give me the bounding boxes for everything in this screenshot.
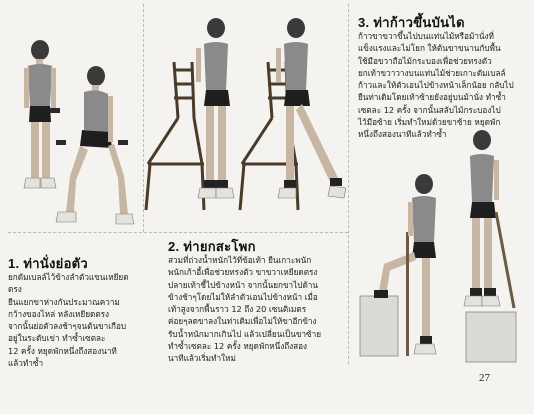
exercise-3-title: 3. ท่าก้าวขึ้นบันได bbox=[358, 15, 465, 30]
page-number: 27 bbox=[479, 372, 490, 384]
exercise-2-title: 2. ท่ายกสะโพก bbox=[168, 239, 256, 254]
exercise-2-body: สวมที่ถ่วงน้ำหนักไว้ที่ข้อเท้า ยืนเกาะพนัก พนักเก้าอี้เพื่อช่วยทรงตัว ขาขวาเหยียดตรง ปลายเท้าชี้ไปข้างหน้า จากนั้นยกขาไปด้าน ข้างช้าๆโดยไม่ให้ลำตัวเอนไปข้างหน้า เมื่อ เท้าสูงจากพื้นราว 12 ถึง 20 เซนติเมตร ค่อยๆลดขาลงในท่าเดิมเพื่อไม่ให้ขาอีกข้าง รับน้ำหนักมากเกินไป แล้วเปลี่ยนเป็นขาซ้าย ทำซ้ำเซตละ 12 ครั้ง หยุดพักหนึ่งถึงสอง นาทีแล้วเริ่มทำใหม่ bbox=[168, 255, 321, 364]
step-up-photo bbox=[354, 132, 530, 372]
exercise-1-body: ยกดัมเบลล์ไว้ข้างลำตัวแขนเหยียดตรง ยืนแยกขาห่างกันประมาณความ กว้างของไหล่ หลังเหยียดตรง จากนั้นย่อตัวลงช้าๆจนต้นขาเกือบ อยู่ในระดับเข่า ทำซ้ำเซตละ 12 ครั้ง หยุดพักหนึ่งถึงสองนาที แล้วทำซ้ำ bbox=[8, 272, 129, 369]
side-leg-lift-photo bbox=[144, 14, 348, 216]
exercise-3-body: ก้าวขาขวาขึ้นไปบนแท่นไม้หรือม้านั่งที่ แข็งแรงและไม่โยก ให้ต้นขาขนานกับพื้น ใช้มือขวาถือไม้กระบองเพื่อช่วยทรงตัว ยกเท้าขวาวางบนแท่นไม้ช่วยเกาะดัมเบลล์ ก้าวและให้ตัวเอนไปข้างหน้าเล็กน้อย กลับไป ยืนท่าเดิมโดยเท้าซ้ายยังอยู่บนม้านั่ง ทำซ้ำ เซตละ 12 ครั้ง จากนั้นสลับไม้กระบองไป ไว้มือซ้าย เริ่มทำใหม่ด้วยขาซ้าย หยุดพัก หนึ่งถึงสองนาทีแล้วทำซ้ำ bbox=[358, 31, 514, 140]
squat-exercise-photo bbox=[4, 36, 138, 242]
exercise-1-title: 1. ท่านั่งย่อตัว bbox=[8, 256, 89, 271]
column-divider-right bbox=[348, 4, 349, 364]
